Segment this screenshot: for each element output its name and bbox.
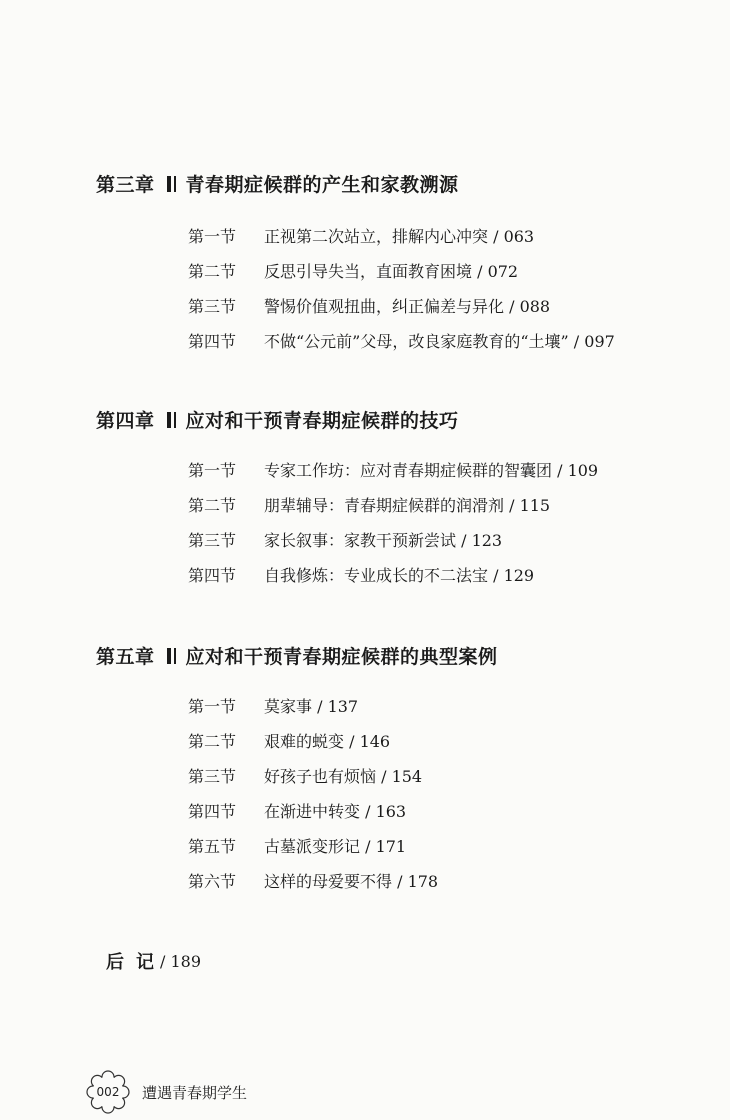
section-title: 警惕价值观扭曲，纠正偏差与异化 / 088 [264, 297, 551, 316]
section-title: 好孩子也有烦恼 / 154 [264, 767, 423, 786]
toc-entry[interactable] [188, 323, 615, 358]
section-title: 艰难的蜕变 / 146 [264, 732, 391, 751]
toc-entry[interactable] [188, 487, 598, 522]
page-number: 002 [96, 1085, 120, 1099]
section-label: 第四节 [188, 566, 237, 585]
toc-entry[interactable] [188, 522, 598, 557]
toc-entry[interactable] [188, 828, 438, 863]
chapter-title: 应对和干预青春期症候群的典型案例 [185, 646, 498, 668]
section-title: 自我修炼：专业成长的不二法宝 / 129 [264, 566, 535, 585]
book-title: 遭遇青春期学生 [142, 1083, 248, 1102]
section-title: 家长叙事：家教干预新尝试 / 123 [264, 531, 503, 550]
section-label: 第二节 [188, 496, 237, 515]
toc-entry[interactable] [188, 793, 438, 828]
section-list [188, 452, 598, 592]
section-list [188, 688, 438, 898]
section-title: 这样的母爱要不得 / 178 [264, 872, 439, 891]
toc-entry[interactable] [188, 218, 615, 253]
afterword-page: / 189 [160, 951, 202, 971]
section-label: 第三节 [188, 767, 237, 786]
chapter-bar-icon [167, 648, 176, 664]
section-title: 专家工作坊：应对青春期症候群的智囊团 / 109 [264, 461, 599, 480]
section-label: 第三节 [188, 297, 237, 316]
afterword-label: 后记 [106, 952, 166, 973]
section-title: 朋辈辅导：青春期症候群的润滑剂 / 115 [264, 496, 551, 515]
chapter-title: 青春期症候群的产生和家教溯源 [185, 174, 459, 196]
toc-entry[interactable] [188, 758, 438, 793]
section-title: 正视第二次站立，排解内心冲突 / 063 [264, 227, 535, 246]
section-label: 第一节 [188, 697, 237, 716]
toc-entry[interactable] [188, 557, 598, 592]
section-list [188, 218, 615, 358]
section-label: 第三节 [188, 531, 237, 550]
chapter-heading [96, 170, 459, 197]
section-title: 反思引导失当，直面教育困境 / 072 [264, 262, 519, 281]
section-label: 第二节 [188, 262, 237, 281]
section-label: 第六节 [188, 872, 237, 891]
chapter-bar-icon [167, 412, 176, 428]
afterword-entry[interactable] [106, 948, 201, 974]
section-title: 在渐进中转变 / 163 [264, 802, 407, 821]
section-title: 莫家事 / 137 [264, 697, 359, 716]
page-footer [86, 1070, 247, 1114]
section-label: 第一节 [188, 227, 237, 246]
chapter-number: 第五章 [96, 646, 155, 668]
toc-entry[interactable] [188, 723, 438, 758]
section-title: 古墓派变形记 / 171 [264, 837, 407, 856]
section-title: 不做“公元前”父母，改良家庭教育的“土壤” / 097 [264, 332, 615, 351]
toc-entry[interactable] [188, 452, 598, 487]
toc-entry[interactable] [188, 253, 615, 288]
chapter-title: 应对和干预青春期症候群的技巧 [185, 410, 459, 432]
chapter-heading [96, 406, 459, 433]
section-label: 第五节 [188, 837, 237, 856]
section-label: 第四节 [188, 332, 237, 351]
chapter-number: 第四章 [96, 410, 155, 432]
section-label: 第一节 [188, 461, 237, 480]
toc-entry[interactable] [188, 288, 615, 323]
chapter-number: 第三章 [96, 174, 155, 196]
page-number-badge [86, 1070, 130, 1114]
section-label: 第四节 [188, 802, 237, 821]
chapter-bar-icon [167, 176, 176, 192]
toc-entry[interactable] [188, 863, 438, 898]
section-label: 第二节 [188, 732, 237, 751]
toc-entry[interactable] [188, 688, 438, 723]
chapter-heading [96, 642, 498, 669]
